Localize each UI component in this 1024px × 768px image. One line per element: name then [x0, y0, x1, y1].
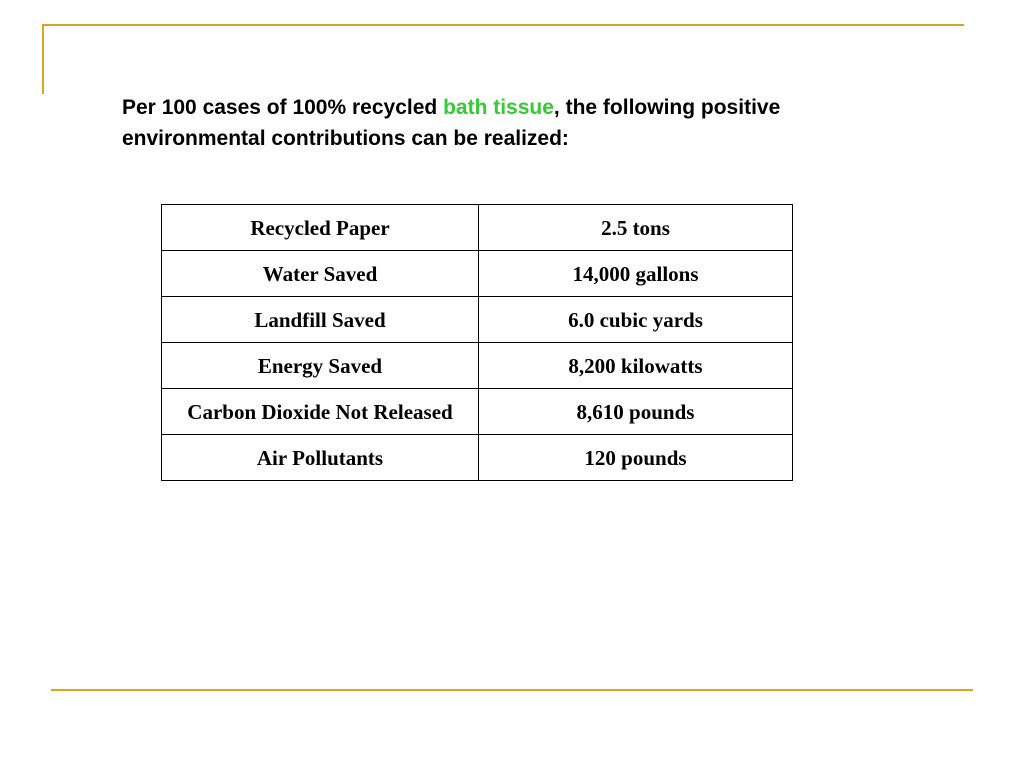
intro-text-after: , the following positive environmental contributions can be realized:: [122, 96, 781, 150]
row-value: 6.0 cubic yards: [479, 297, 793, 343]
table-row: [162, 435, 793, 481]
row-value: 120 pounds: [479, 435, 793, 481]
row-value: 14,000 gallons: [479, 251, 793, 297]
table-row: [162, 251, 793, 297]
intro-paragraph: [122, 92, 862, 154]
intro-highlight: bath tissue: [443, 96, 554, 119]
row-value: 8,610 pounds: [479, 389, 793, 435]
row-label: Recycled Paper: [162, 205, 479, 251]
intro-text-before: Per 100 cases of 100% recycled: [122, 96, 444, 119]
bottom-accent-rule: [51, 689, 973, 691]
table-row: [162, 297, 793, 343]
table-row: [162, 343, 793, 389]
row-value: 8,200 kilowatts: [479, 343, 793, 389]
row-value: 2.5 tons: [479, 205, 793, 251]
row-label: Air Pollutants: [162, 435, 479, 481]
row-label: Landfill Saved: [162, 297, 479, 343]
left-accent-rule: [42, 24, 44, 94]
environmental-contributions-table: [161, 204, 793, 481]
row-label: Energy Saved: [162, 343, 479, 389]
top-accent-rule: [42, 24, 964, 26]
row-label: Water Saved: [162, 251, 479, 297]
row-label: Carbon Dioxide Not Released: [162, 389, 479, 435]
table-row: [162, 389, 793, 435]
table-row: [162, 205, 793, 251]
